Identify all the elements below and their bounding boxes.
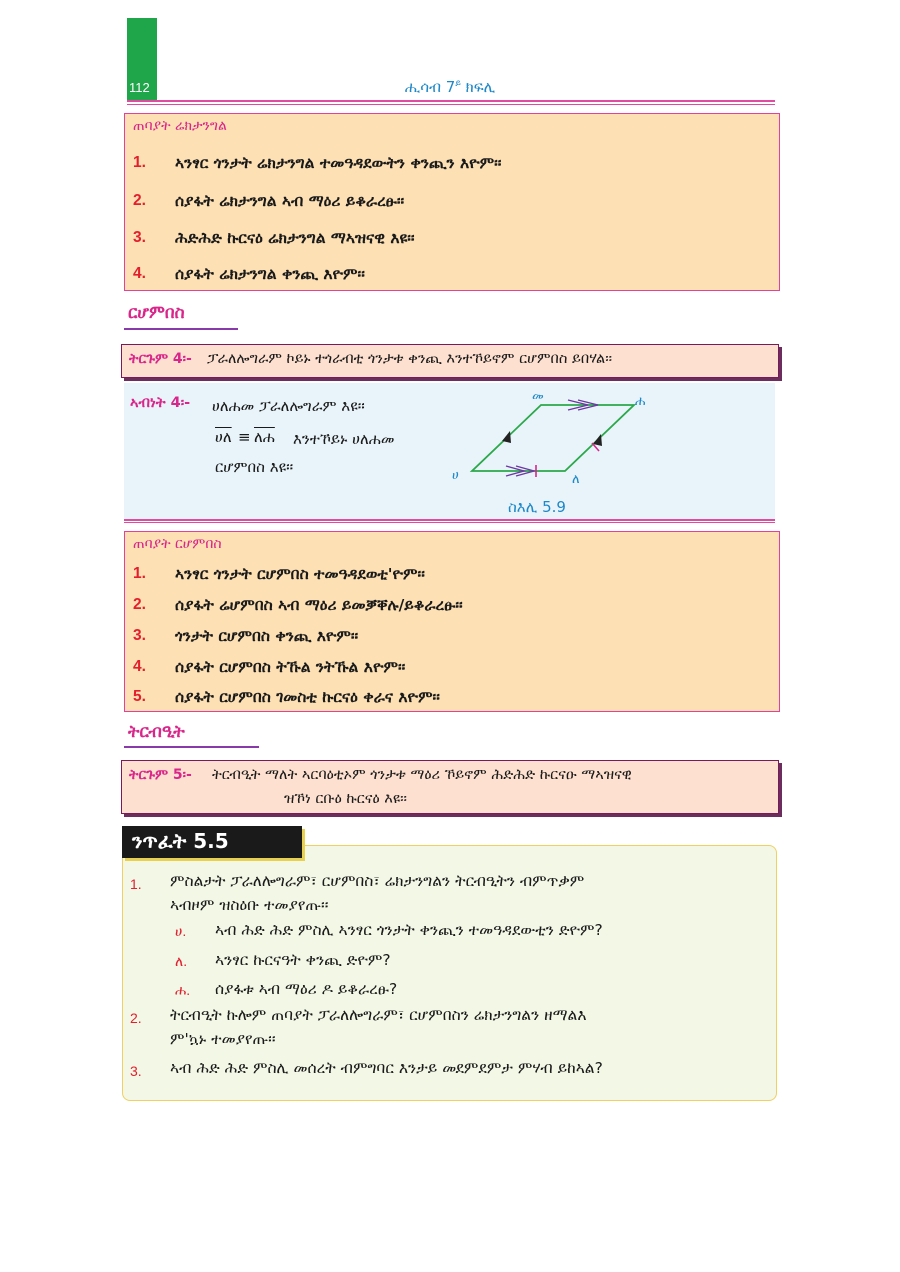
- activity-item-number: 1.: [130, 876, 142, 892]
- vertex-label-d: መ: [532, 389, 544, 404]
- activity-badge: ንጥፈት 5.5: [122, 826, 302, 858]
- sub-item-text: ኣብ ሕድ ሕድ ምስሊ ኣንፃር ጎንታት ቀንጪን ተመዓዳደውቲን ድዮም?: [215, 921, 603, 939]
- activity-item-number: 2.: [130, 1010, 142, 1026]
- sub-item-number: ለ.: [175, 953, 188, 969]
- definition-text: ፓራለሎግራም ኮይኑ ተጎራብቲ ጎንታቱ ቀንጪ እንተኾይኖም ርሆምበስ ይበሃል፡፡: [207, 351, 613, 367]
- segment-ab: ሀለ: [215, 428, 232, 446]
- vertex-label-c: ሐ: [635, 394, 646, 409]
- rectangle-properties-box: ጠባያት ሬክታንግል 1. ኣንፃር ጎንታት ሬክታንግል ተመዓዳደውትን ቀንጪን እዮም፡፡ 2. ሰያፋት ሬክታንግል ኣብ ማዕሪ ይቆራረፁ፡፡ 3. ሕድሕድ ኩርናዕ ሬክታንግል ማኣዝናዊ እዩ፡፡ 4. ሰያፋት ሬክታንግል ቀንጪ እዮም፡፡: [124, 113, 780, 291]
- example-rule: [124, 519, 775, 521]
- sub-item-text: ሰያፋቱ ኣብ ማዕሪ ዶ ይቆራረፁ?: [215, 980, 398, 998]
- rhombus-heading: ርሆምበስ: [128, 303, 185, 323]
- example-line-1: ሀለሐመ ፓራለሎግራም እዩ፡፡: [212, 397, 365, 415]
- activity-item-number: 3.: [130, 1063, 142, 1079]
- header-title: ሒሳብ 7: [404, 78, 456, 96]
- definition-text-line-1: ትርብዒት ማለት ኣርባዕቲኦም ጎንታቱ ማዕሪ ኾይኖም ሕድሕድ ኩርናዑ ማኣዝናዊ: [212, 767, 632, 783]
- vertex-label-a: ሀ: [452, 468, 459, 483]
- heading-underline: [124, 328, 238, 330]
- activity-item-text-cont: ኣብዞም ዝስዕቡ ተመያየጡ፡፡: [170, 896, 329, 914]
- example-line-2: እንተኾይኑ ሀለሐመ: [293, 430, 395, 448]
- header-rule-thin: [127, 104, 775, 105]
- rectangle-properties-title: ጠባያት ሬክታንግል: [133, 118, 227, 134]
- definition-4-box: [121, 344, 779, 378]
- rhombus-figure: [440, 388, 660, 488]
- sub-item-number: ሀ.: [175, 923, 187, 939]
- definition-5-box: [121, 760, 779, 814]
- activity-item-text: ኣብ ሕድ ሕድ ምስሊ መሰረት ብምግባር እንታይ መደምደምታ ምሃብ ይከኣል?: [170, 1059, 603, 1077]
- definition-label: ትርጉም 4፡-: [129, 351, 192, 367]
- rhombus-properties-title: ጠባያት ርሆምበስ: [133, 536, 222, 552]
- rhombus-properties-box: ጠባያት ርሆምበስ 1. ኣንፃር ጎንታት ርሆምበስ ተመዓዳደወቲ'ዮም፡፡ 2. ሰያፋት ሬሆምበስ ኣብ ማዕሪ ይመቓቐሉ/ይቆራረፁ፡፡ 3. ጎንታት ርሆምበስ ቀንጪ እዮም፡፡ 4. ሰያፋት ርሆምበስ ትኹል ንትኹል እዮም፡፡ 5. ሰያፋት ርሆምበስ ገመስቲ ኩርናዕ ቀራና እዮም፡፡: [124, 531, 780, 712]
- sub-item-number: ሐ.: [175, 982, 191, 998]
- heading-underline: [124, 746, 259, 748]
- vertex-label-b: ለ: [572, 472, 580, 487]
- figure-caption: ስእሊ 5.9: [508, 498, 566, 516]
- definition-label: ትርጉም 5፡-: [129, 767, 192, 783]
- activity-item-text-cont: ም'ኳኑ ተመያየጡ፡፡: [170, 1030, 276, 1048]
- segment-bc: ለሐ: [254, 428, 275, 446]
- congruent-symbol: ≡: [238, 428, 251, 446]
- definition-text-line-2: ዝኾነ ርቡዕ ኩርናዕ እዩ፡፡: [284, 791, 407, 807]
- example-rule-thin: [124, 522, 775, 523]
- header-rule: [127, 100, 775, 102]
- sub-item-text: ኣንፃር ኩርናዓት ቀንጪ ድዮም?: [215, 951, 391, 969]
- square-heading: ትርብዒት: [128, 722, 185, 742]
- example-line-3: ርሆምበስ እዩ፡፡: [215, 458, 294, 476]
- header-title-sup: ይ: [455, 79, 461, 89]
- running-header: [0, 78, 900, 96]
- activity-item-text: ትርብዒት ኩሎም ጠባያት ፓራለሎግራም፣ ርሆምበስን ሬክታንግልን ዘማልእ: [170, 1006, 587, 1024]
- page-number: 112: [129, 80, 150, 95]
- activity-item-text: ምስልታት ፓራለሎግራም፣ ርሆምበስ፣ ሬክታንግልን ትርብዒትን ብምጥቃም: [170, 872, 585, 890]
- header-title-tail: ክፍሊ: [465, 78, 496, 96]
- example-label: ኣብነት 4፡-: [130, 395, 191, 411]
